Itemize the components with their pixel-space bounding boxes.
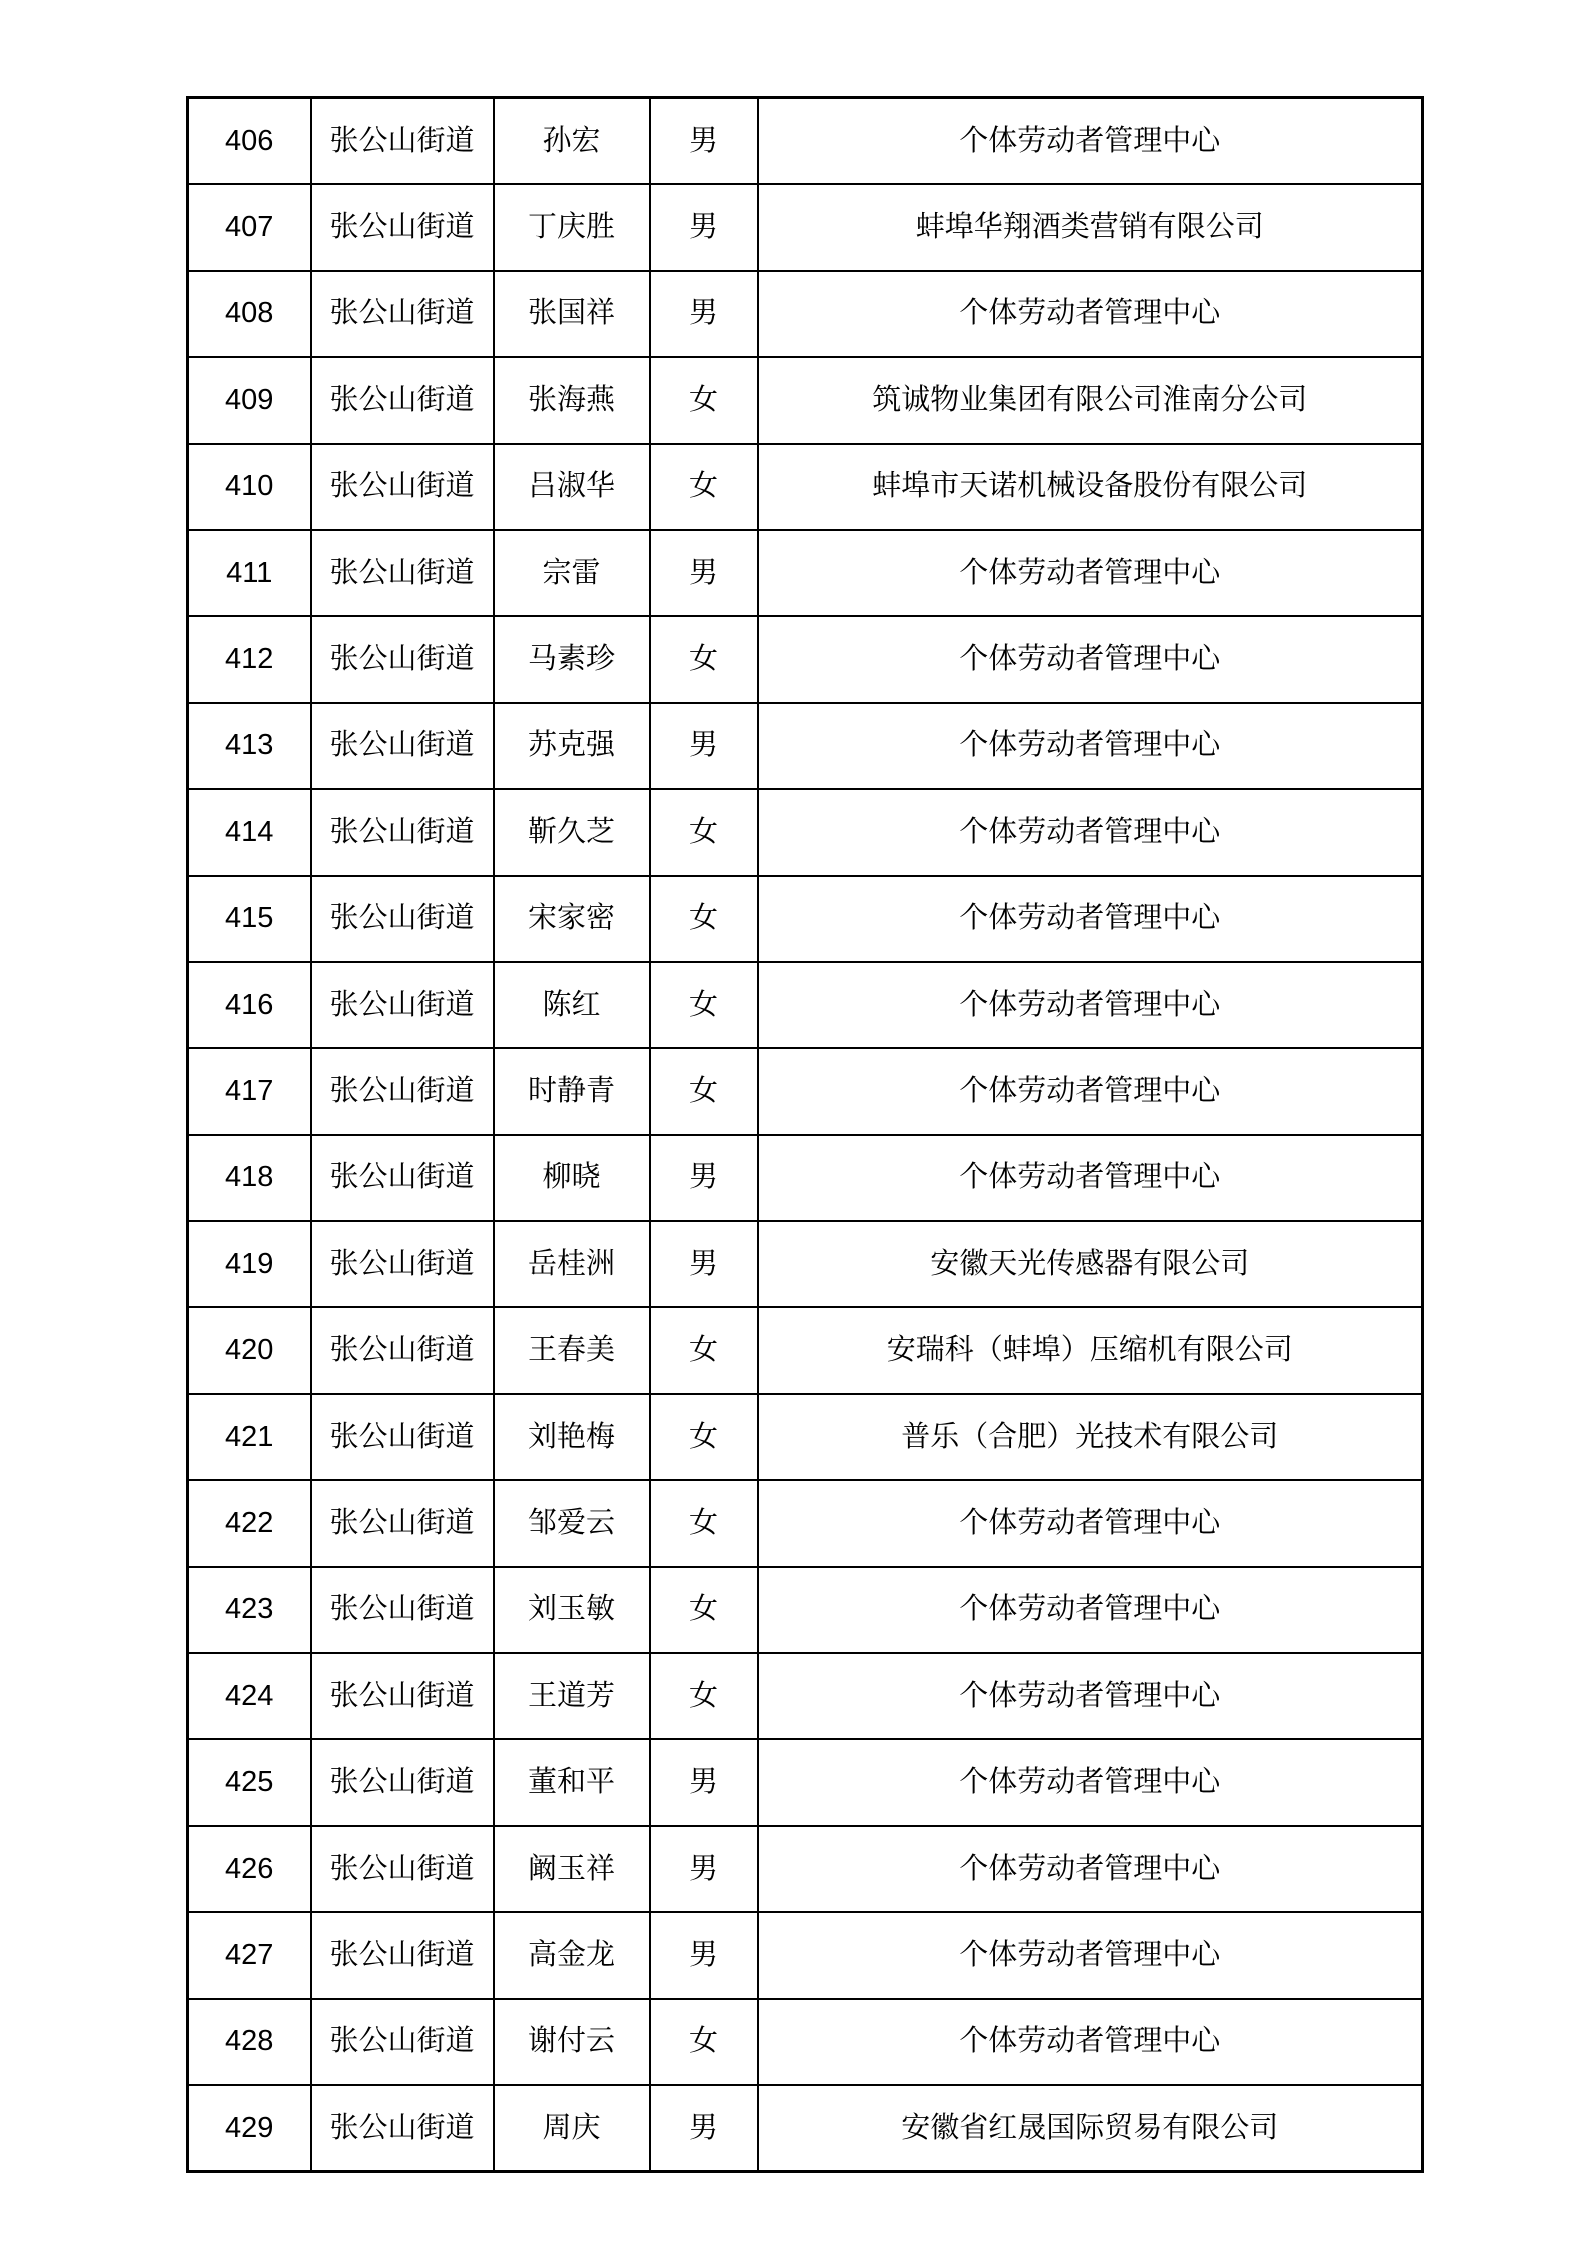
- cell-name: 吕淑华: [494, 444, 650, 530]
- cell-name: 刘玉敏: [494, 1567, 650, 1653]
- cell-no: 427: [188, 1912, 311, 1998]
- table-row: [188, 1480, 1423, 1566]
- table-row: [188, 703, 1423, 789]
- cell-gender: 男: [650, 1739, 758, 1825]
- cell-name: 邹爱云: [494, 1480, 650, 1566]
- cell-street: 张公山街道: [311, 184, 494, 270]
- cell-street: 张公山街道: [311, 1826, 494, 1912]
- cell-gender: 女: [650, 1307, 758, 1393]
- cell-name: 马素珍: [494, 616, 650, 702]
- roster-table: [186, 96, 1424, 2173]
- cell-street: 张公山街道: [311, 616, 494, 702]
- table-row: [188, 1394, 1423, 1480]
- cell-street: 张公山街道: [311, 1912, 494, 1998]
- cell-street: 张公山街道: [311, 357, 494, 443]
- table-row: [188, 98, 1423, 185]
- cell-street: 张公山街道: [311, 530, 494, 616]
- cell-company: 安徽天光传感器有限公司: [758, 1221, 1423, 1307]
- cell-street: 张公山街道: [311, 2085, 494, 2172]
- table-row: [188, 1653, 1423, 1739]
- cell-gender: 女: [650, 876, 758, 962]
- table-row: [188, 962, 1423, 1048]
- cell-company: 个体劳动者管理中心: [758, 703, 1423, 789]
- cell-no: 426: [188, 1826, 311, 1912]
- cell-no: 415: [188, 876, 311, 962]
- cell-street: 张公山街道: [311, 703, 494, 789]
- cell-gender: 男: [650, 271, 758, 357]
- cell-no: 419: [188, 1221, 311, 1307]
- cell-street: 张公山街道: [311, 962, 494, 1048]
- cell-no: 406: [188, 98, 311, 185]
- cell-gender: 女: [650, 1653, 758, 1739]
- cell-name: 时静青: [494, 1048, 650, 1134]
- cell-name: 高金龙: [494, 1912, 650, 1998]
- cell-no: 420: [188, 1307, 311, 1393]
- cell-gender: 男: [650, 703, 758, 789]
- cell-company: 个体劳动者管理中心: [758, 876, 1423, 962]
- cell-street: 张公山街道: [311, 1653, 494, 1739]
- cell-street: 张公山街道: [311, 1999, 494, 2085]
- cell-street: 张公山街道: [311, 1221, 494, 1307]
- cell-gender: 男: [650, 98, 758, 185]
- cell-name: 刘艳梅: [494, 1394, 650, 1480]
- cell-no: 423: [188, 1567, 311, 1653]
- cell-gender: 女: [650, 357, 758, 443]
- cell-no: 428: [188, 1999, 311, 2085]
- cell-no: 409: [188, 357, 311, 443]
- cell-company: 普乐（合肥）光技术有限公司: [758, 1394, 1423, 1480]
- cell-street: 张公山街道: [311, 789, 494, 875]
- cell-street: 张公山街道: [311, 444, 494, 530]
- cell-company: 筑诚物业集团有限公司淮南分公司: [758, 357, 1423, 443]
- cell-name: 王道芳: [494, 1653, 650, 1739]
- cell-no: 417: [188, 1048, 311, 1134]
- table-row: [188, 1307, 1423, 1393]
- cell-no: 408: [188, 271, 311, 357]
- cell-street: 张公山街道: [311, 271, 494, 357]
- cell-company: 个体劳动者管理中心: [758, 962, 1423, 1048]
- cell-company: 个体劳动者管理中心: [758, 616, 1423, 702]
- table-row: [188, 1048, 1423, 1134]
- cell-gender: 女: [650, 789, 758, 875]
- cell-gender: 男: [650, 530, 758, 616]
- cell-street: 张公山街道: [311, 876, 494, 962]
- cell-gender: 女: [650, 1394, 758, 1480]
- cell-no: 416: [188, 962, 311, 1048]
- cell-no: 429: [188, 2085, 311, 2172]
- cell-company: 安瑞科（蚌埠）压缩机有限公司: [758, 1307, 1423, 1393]
- cell-company: 个体劳动者管理中心: [758, 1135, 1423, 1221]
- cell-company: 个体劳动者管理中心: [758, 98, 1423, 185]
- cell-no: 424: [188, 1653, 311, 1739]
- cell-company: 蚌埠市天诺机械设备股份有限公司: [758, 444, 1423, 530]
- table-row: [188, 789, 1423, 875]
- cell-company: 个体劳动者管理中心: [758, 1480, 1423, 1566]
- cell-gender: 女: [650, 444, 758, 530]
- cell-gender: 男: [650, 1221, 758, 1307]
- cell-no: 412: [188, 616, 311, 702]
- cell-name: 岳桂洲: [494, 1221, 650, 1307]
- cell-name: 靳久芝: [494, 789, 650, 875]
- cell-name: 孙宏: [494, 98, 650, 185]
- cell-gender: 男: [650, 1135, 758, 1221]
- table-row: [188, 1567, 1423, 1653]
- cell-no: 411: [188, 530, 311, 616]
- cell-name: 周庆: [494, 2085, 650, 2172]
- cell-street: 张公山街道: [311, 1480, 494, 1566]
- cell-street: 张公山街道: [311, 1307, 494, 1393]
- table-row: [188, 357, 1423, 443]
- roster-table-body: [188, 98, 1423, 2172]
- cell-gender: 男: [650, 1826, 758, 1912]
- cell-name: 苏克强: [494, 703, 650, 789]
- cell-street: 张公山街道: [311, 98, 494, 185]
- table-row: [188, 1739, 1423, 1825]
- cell-company: 个体劳动者管理中心: [758, 1826, 1423, 1912]
- table-row: [188, 616, 1423, 702]
- cell-gender: 男: [650, 184, 758, 270]
- cell-name: 陈红: [494, 962, 650, 1048]
- table-row: [188, 444, 1423, 530]
- cell-no: 407: [188, 184, 311, 270]
- table-row: [188, 271, 1423, 357]
- cell-company: 个体劳动者管理中心: [758, 1912, 1423, 1998]
- cell-name: 张国祥: [494, 271, 650, 357]
- cell-street: 张公山街道: [311, 1394, 494, 1480]
- cell-name: 阚玉祥: [494, 1826, 650, 1912]
- cell-company: 个体劳动者管理中心: [758, 789, 1423, 875]
- cell-company: 个体劳动者管理中心: [758, 1999, 1423, 2085]
- cell-no: 414: [188, 789, 311, 875]
- cell-name: 张海燕: [494, 357, 650, 443]
- cell-street: 张公山街道: [311, 1739, 494, 1825]
- table-row: [188, 1135, 1423, 1221]
- cell-street: 张公山街道: [311, 1048, 494, 1134]
- cell-street: 张公山街道: [311, 1135, 494, 1221]
- table-row: [188, 876, 1423, 962]
- cell-gender: 女: [650, 1567, 758, 1653]
- cell-company: 个体劳动者管理中心: [758, 271, 1423, 357]
- cell-name: 丁庆胜: [494, 184, 650, 270]
- cell-company: 个体劳动者管理中心: [758, 1567, 1423, 1653]
- cell-company: 个体劳动者管理中心: [758, 1653, 1423, 1739]
- cell-company: 蚌埠华翔酒类营销有限公司: [758, 184, 1423, 270]
- cell-no: 422: [188, 1480, 311, 1566]
- cell-no: 418: [188, 1135, 311, 1221]
- cell-company: 个体劳动者管理中心: [758, 530, 1423, 616]
- cell-gender: 女: [650, 1999, 758, 2085]
- cell-gender: 女: [650, 1480, 758, 1566]
- cell-company: 个体劳动者管理中心: [758, 1048, 1423, 1134]
- table-row: [188, 530, 1423, 616]
- cell-company: 个体劳动者管理中心: [758, 1739, 1423, 1825]
- cell-company: 安徽省红晟国际贸易有限公司: [758, 2085, 1423, 2172]
- cell-no: 410: [188, 444, 311, 530]
- table-row: [188, 1826, 1423, 1912]
- cell-street: 张公山街道: [311, 1567, 494, 1653]
- table-row: [188, 184, 1423, 270]
- cell-name: 宗雷: [494, 530, 650, 616]
- cell-no: 421: [188, 1394, 311, 1480]
- cell-gender: 女: [650, 962, 758, 1048]
- cell-no: 413: [188, 703, 311, 789]
- cell-name: 宋家密: [494, 876, 650, 962]
- cell-gender: 女: [650, 1048, 758, 1134]
- table-row: [188, 1912, 1423, 1998]
- cell-name: 王春美: [494, 1307, 650, 1393]
- cell-name: 谢付云: [494, 1999, 650, 2085]
- cell-gender: 男: [650, 1912, 758, 1998]
- cell-no: 425: [188, 1739, 311, 1825]
- cell-name: 柳晓: [494, 1135, 650, 1221]
- cell-name: 董和平: [494, 1739, 650, 1825]
- table-row: [188, 1221, 1423, 1307]
- table-row: [188, 1999, 1423, 2085]
- cell-gender: 女: [650, 616, 758, 702]
- table-row: [188, 2085, 1423, 2172]
- cell-gender: 男: [650, 2085, 758, 2172]
